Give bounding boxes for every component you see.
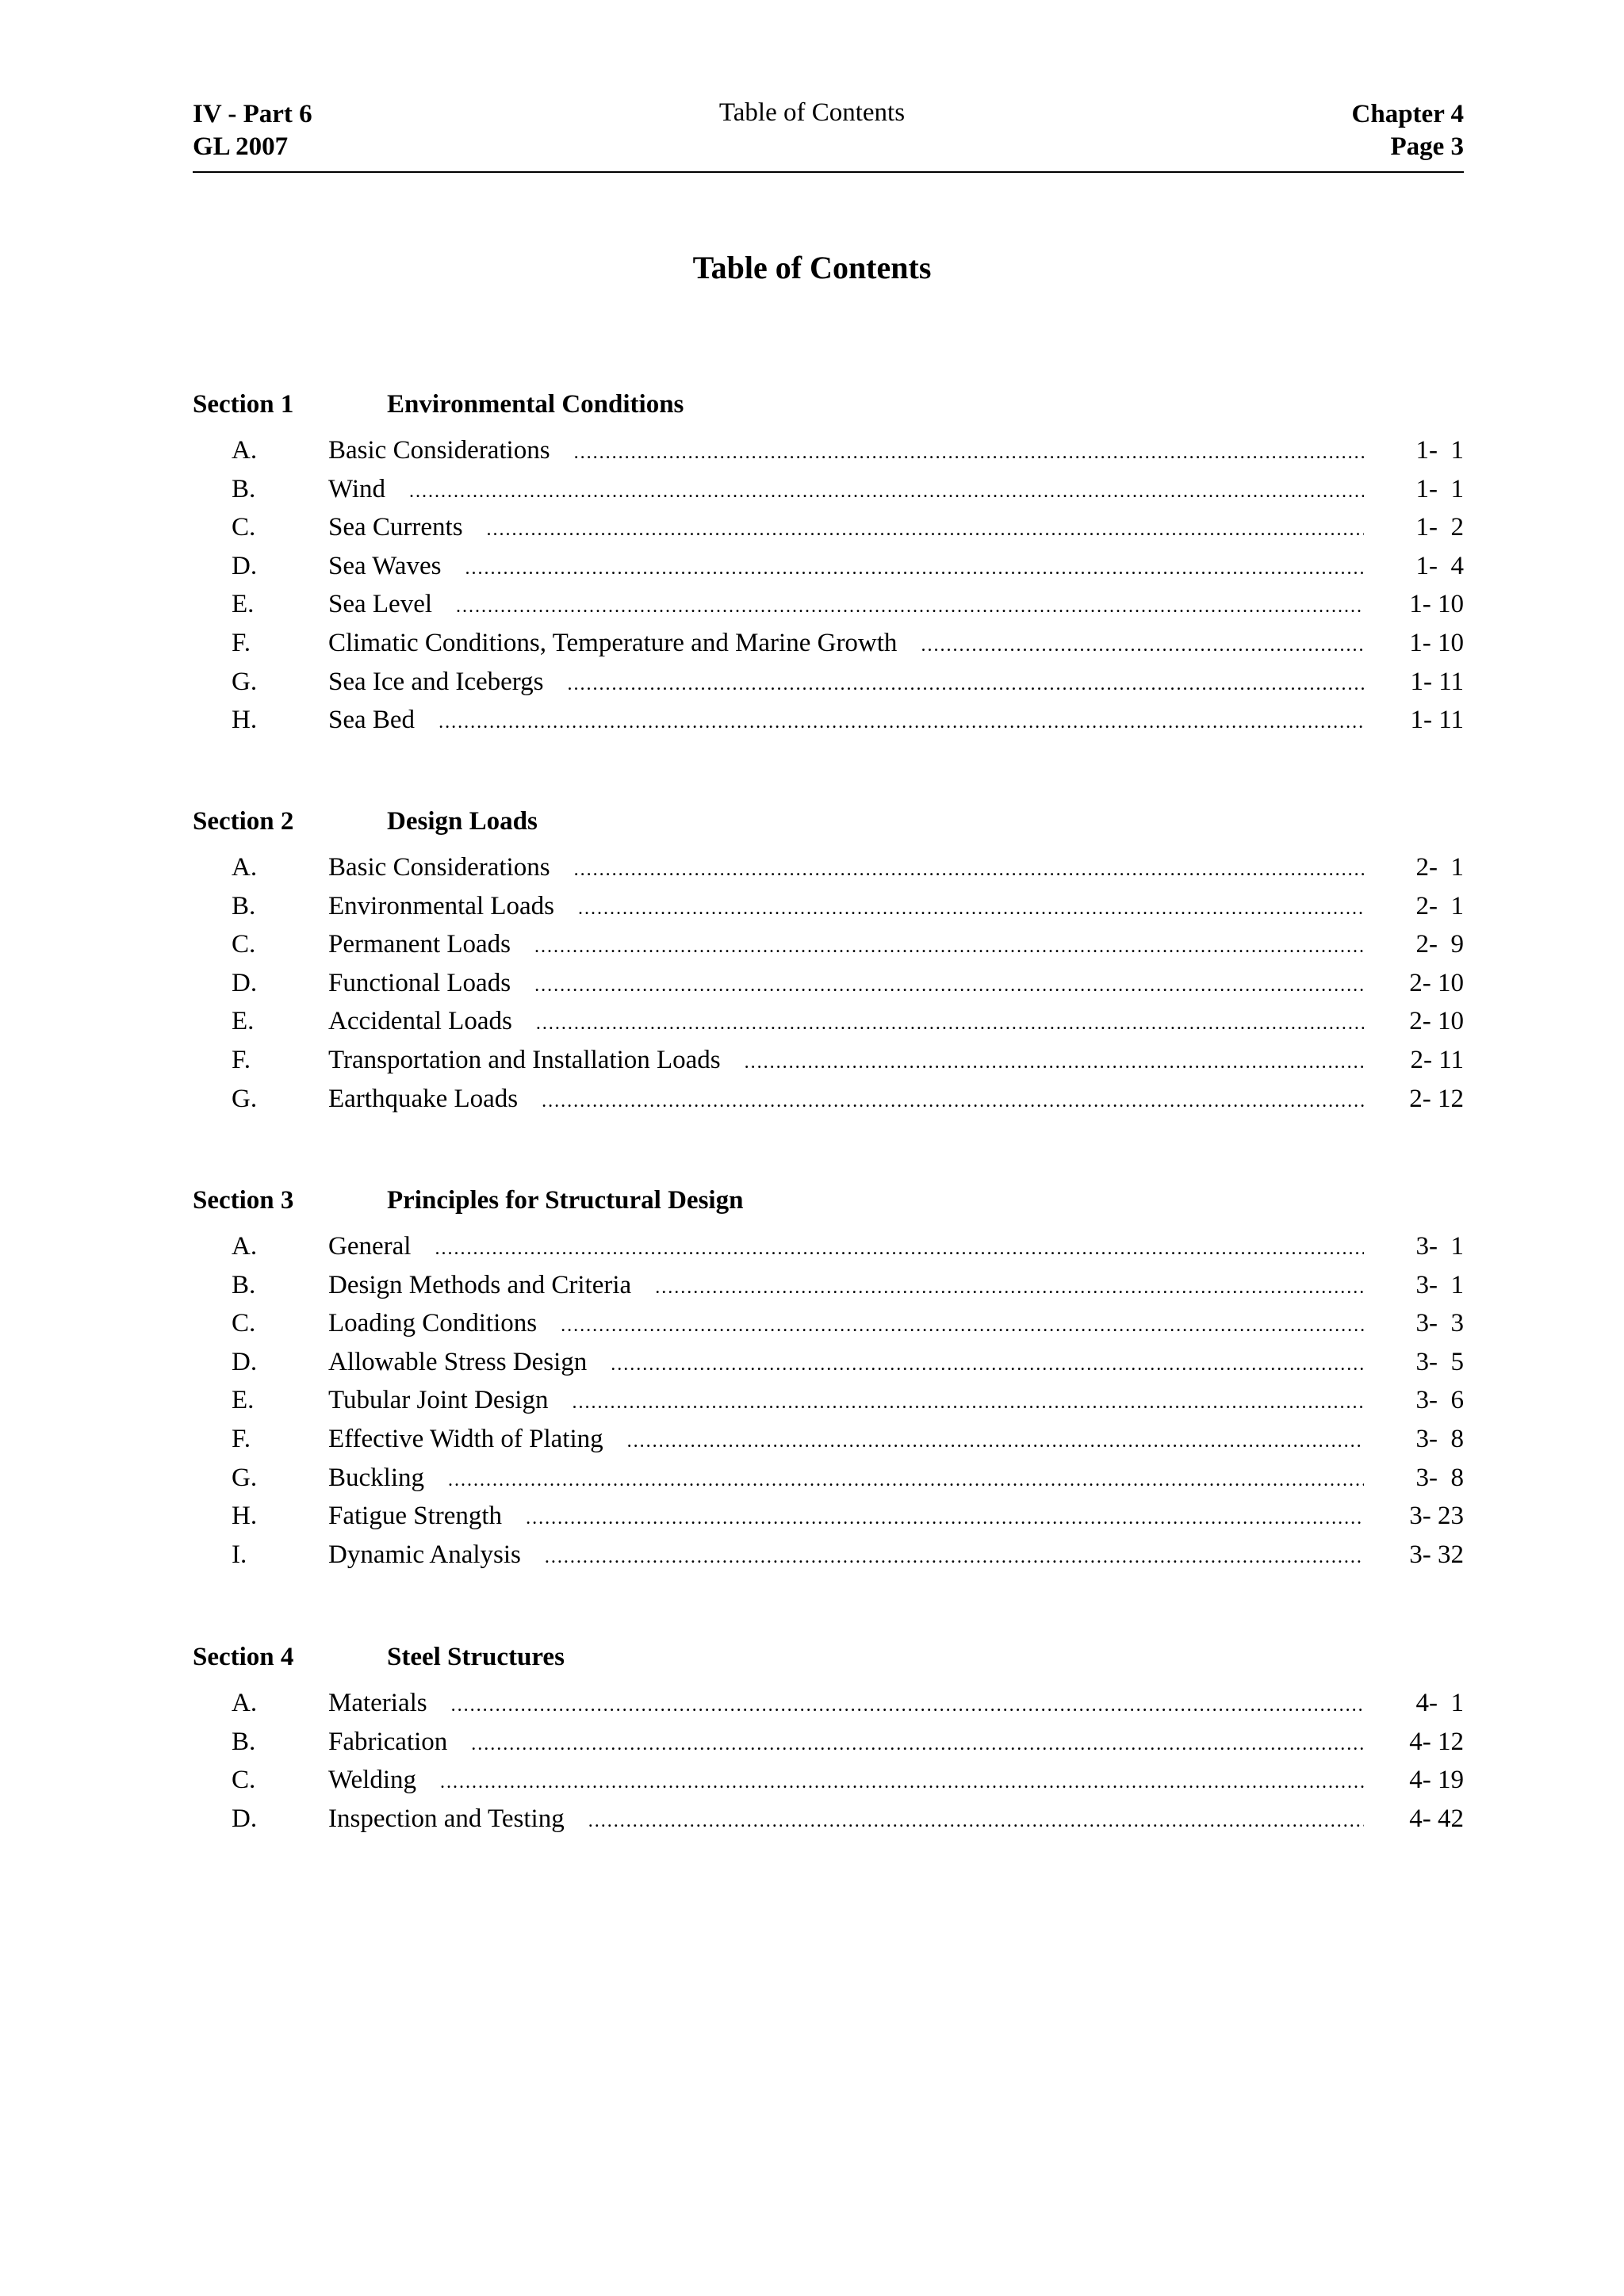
entry-page: 3- 8 — [1415, 1424, 1464, 1453]
entry-page: 1- 11 — [1410, 706, 1464, 735]
dot-leader — [534, 931, 1364, 960]
dot-leader — [627, 1425, 1364, 1455]
entry-letter: B. — [232, 1727, 256, 1756]
toc-entry[interactable] — [0, 1764, 1624, 1803]
entry-letter: B. — [232, 891, 256, 920]
entry-page: 1- 10 — [1409, 628, 1464, 657]
entry-title[interactable]: Loading Conditions — [328, 1309, 538, 1338]
entry-letter: G. — [232, 667, 258, 696]
header-rule — [193, 171, 1464, 173]
toc-entry[interactable] — [0, 627, 1624, 666]
toc-entry[interactable] — [0, 666, 1624, 705]
toc-entry[interactable] — [0, 550, 1624, 589]
dot-leader — [572, 1387, 1364, 1416]
entry-letter: E. — [232, 590, 255, 619]
toc-entry[interactable] — [0, 1687, 1624, 1726]
toc-entry[interactable] — [0, 851, 1624, 890]
entry-letter: A. — [232, 853, 258, 882]
toc-entry[interactable] — [0, 1500, 1624, 1539]
header-edition: GL 2007 — [193, 132, 289, 161]
entry-title[interactable]: Sea Waves — [328, 551, 442, 580]
entry-title[interactable]: Sea Level — [328, 590, 433, 619]
entry-title[interactable]: Design Methods and Criteria — [328, 1270, 632, 1299]
entry-page: 3- 8 — [1415, 1463, 1464, 1492]
header-center-title: Table of Contents — [718, 98, 906, 127]
section-number: Section 3 — [193, 1186, 294, 1215]
entry-title[interactable]: Earthquake Loads — [328, 1084, 519, 1113]
dot-leader — [588, 1805, 1364, 1835]
entry-title[interactable]: Materials — [328, 1689, 427, 1717]
toc-section-2 — [0, 806, 1624, 1121]
entry-title[interactable]: Tubular Joint Design — [328, 1386, 549, 1415]
dot-leader — [921, 629, 1364, 659]
toc-entry[interactable] — [0, 967, 1624, 1006]
entry-page: 4- 42 — [1409, 1804, 1464, 1833]
entry-letter: D. — [232, 968, 258, 997]
section-entries — [0, 851, 1624, 1121]
entry-page: 3- 1 — [1415, 1232, 1464, 1261]
toc-entry[interactable] — [0, 1044, 1624, 1083]
entry-title[interactable]: Accidental Loads — [328, 1007, 512, 1036]
toc-entry[interactable] — [0, 890, 1624, 929]
dot-leader — [439, 706, 1364, 736]
entry-letter: H. — [232, 706, 258, 735]
dot-leader — [448, 1464, 1364, 1494]
section-title: Design Loads — [387, 807, 538, 836]
entry-letter: E. — [232, 1007, 255, 1036]
entry-letter: E. — [232, 1386, 255, 1415]
dot-leader — [526, 1502, 1364, 1532]
entry-title[interactable]: Welding — [328, 1766, 416, 1795]
section-entries — [0, 1687, 1624, 1841]
dot-leader — [487, 514, 1364, 543]
section-title: Steel Structures — [387, 1643, 565, 1671]
section-heading — [0, 806, 1624, 845]
entry-letter: C. — [232, 1766, 256, 1795]
entry-page: 1- 4 — [1415, 551, 1464, 580]
entry-page: 2- 10 — [1409, 968, 1464, 997]
section-title: Environmental Conditions — [387, 390, 684, 419]
toc-entry[interactable] — [0, 704, 1624, 743]
entry-title[interactable]: Dynamic Analysis — [328, 1540, 521, 1569]
entry-title[interactable]: Fabrication — [328, 1727, 448, 1756]
toc-entry[interactable] — [0, 473, 1624, 512]
entry-title[interactable]: Basic Considerations — [328, 436, 550, 465]
dot-leader — [435, 1233, 1364, 1262]
entry-title[interactable]: Sea Bed — [328, 706, 416, 735]
entry-page: 3- 32 — [1409, 1540, 1464, 1569]
entry-title[interactable]: Sea Currents — [328, 513, 463, 542]
entry-page: 1- 11 — [1410, 667, 1464, 696]
header-chapter: Chapter 4 — [1351, 100, 1464, 128]
toc-entry[interactable] — [0, 1083, 1624, 1122]
dot-leader — [534, 970, 1364, 999]
dot-leader — [561, 1310, 1364, 1339]
toc-entry[interactable] — [0, 1346, 1624, 1385]
toc-entry[interactable] — [0, 1384, 1624, 1423]
toc-entry[interactable] — [0, 1539, 1624, 1578]
dot-leader — [545, 1541, 1364, 1571]
entry-title[interactable]: Allowable Stress Design — [328, 1347, 588, 1376]
dot-leader — [536, 1008, 1364, 1037]
entry-title[interactable]: Inspection and Testing — [328, 1804, 565, 1833]
section-entries — [0, 1230, 1624, 1577]
entry-page: 2- 9 — [1415, 930, 1464, 959]
header-part: IV - Part 6 — [193, 100, 312, 128]
entry-letter: C. — [232, 1309, 256, 1338]
dot-leader — [578, 893, 1364, 922]
dot-leader — [542, 1085, 1364, 1115]
entry-letter: A. — [232, 1689, 258, 1717]
entry-page: 2- 10 — [1409, 1007, 1464, 1036]
entry-letter: F. — [232, 1424, 251, 1453]
entry-title[interactable]: Transportation and Installation Loads — [328, 1045, 721, 1074]
entry-letter: I. — [232, 1540, 247, 1569]
toc-entry[interactable] — [0, 928, 1624, 967]
entry-page: 2- 12 — [1409, 1084, 1464, 1113]
entry-letter: F. — [232, 1045, 251, 1074]
entry-letter: H. — [232, 1502, 258, 1531]
toc-entry[interactable] — [0, 1307, 1624, 1346]
toc-entry[interactable] — [0, 511, 1624, 550]
section-number: Section 1 — [193, 390, 294, 419]
entry-page: 2- 11 — [1410, 1045, 1464, 1074]
entry-page: 3- 23 — [1409, 1502, 1464, 1531]
entry-letter: D. — [232, 1804, 258, 1833]
toc-entry[interactable] — [0, 1005, 1624, 1044]
entry-page: 1- 1 — [1415, 474, 1464, 503]
entry-title[interactable]: General — [328, 1232, 412, 1261]
entry-letter: A. — [232, 436, 258, 465]
section-number: Section 4 — [193, 1643, 294, 1671]
entry-letter: F. — [232, 628, 251, 657]
toc-entry[interactable] — [0, 1269, 1624, 1308]
entry-letter: C. — [232, 930, 256, 959]
dot-leader — [409, 476, 1364, 505]
entry-title[interactable]: Climatic Conditions, Temperature and Marine Growth — [328, 628, 898, 657]
entry-title[interactable]: Buckling — [328, 1463, 424, 1492]
entry-letter: A. — [232, 1232, 258, 1261]
toc-section-3 — [0, 1184, 1624, 1577]
section-heading — [0, 1184, 1624, 1224]
dot-leader — [465, 553, 1364, 582]
section-heading — [0, 388, 1624, 428]
entry-letter: D. — [232, 551, 258, 580]
entry-letter: G. — [232, 1084, 258, 1113]
dot-leader — [440, 1766, 1364, 1796]
entry-title[interactable]: Environmental Loads — [328, 891, 555, 920]
entry-page: 2- 1 — [1415, 891, 1464, 920]
section-title: Principles for Structural Design — [387, 1186, 744, 1215]
entry-title[interactable]: Wind — [328, 474, 385, 503]
entry-page: 1- 1 — [1415, 436, 1464, 465]
entry-letter: C. — [232, 513, 256, 542]
section-heading — [0, 1641, 1624, 1681]
entry-page: 1- 10 — [1409, 590, 1464, 619]
dot-leader — [611, 1349, 1364, 1378]
header-page-number: Page 3 — [1390, 132, 1464, 161]
entry-title[interactable]: Basic Considerations — [328, 853, 550, 882]
dot-leader — [568, 668, 1365, 698]
dot-leader — [745, 1047, 1364, 1076]
section-number: Section 2 — [193, 807, 294, 836]
toc-entry[interactable] — [0, 588, 1624, 627]
entry-letter: B. — [232, 474, 256, 503]
entry-page: 3- 5 — [1415, 1347, 1464, 1376]
dot-leader — [471, 1728, 1364, 1758]
entry-title[interactable]: Fatigue Strength — [328, 1502, 503, 1531]
entry-page: 4- 12 — [1409, 1727, 1464, 1756]
entry-title[interactable]: Sea Ice and Icebergs — [328, 667, 544, 696]
entry-page: 3- 6 — [1415, 1386, 1464, 1415]
page-title: Table of Contents — [692, 250, 932, 285]
entry-letter: G. — [232, 1463, 258, 1492]
entry-title[interactable]: Effective Width of Plating — [328, 1424, 603, 1453]
toc-section-4 — [0, 1641, 1624, 1841]
entry-page: 3- 1 — [1415, 1270, 1464, 1299]
toc-section-1 — [0, 388, 1624, 743]
section-entries — [0, 434, 1624, 743]
dot-leader — [451, 1689, 1364, 1719]
toc-entry[interactable] — [0, 1462, 1624, 1501]
dot-leader — [456, 591, 1364, 620]
toc-entry[interactable] — [0, 1423, 1624, 1462]
header-right — [1352, 98, 1464, 163]
toc-entry[interactable] — [0, 1230, 1624, 1269]
toc-entry[interactable] — [0, 1803, 1624, 1842]
entry-letter: D. — [232, 1347, 258, 1376]
entry-page: 3- 3 — [1415, 1309, 1464, 1338]
entry-title[interactable]: Functional Loads — [328, 968, 511, 997]
entry-page: 2- 1 — [1415, 853, 1464, 882]
entry-letter: B. — [232, 1270, 256, 1299]
dot-leader — [574, 437, 1364, 466]
entry-title[interactable]: Permanent Loads — [328, 930, 511, 959]
entry-page: 1- 2 — [1415, 513, 1464, 542]
dot-leader — [574, 854, 1364, 883]
entry-page: 4- 19 — [1409, 1766, 1464, 1795]
toc-entry[interactable] — [0, 1726, 1624, 1765]
toc-entry[interactable] — [0, 434, 1624, 473]
entry-page: 4- 1 — [1415, 1689, 1464, 1717]
dot-leader — [655, 1272, 1364, 1301]
